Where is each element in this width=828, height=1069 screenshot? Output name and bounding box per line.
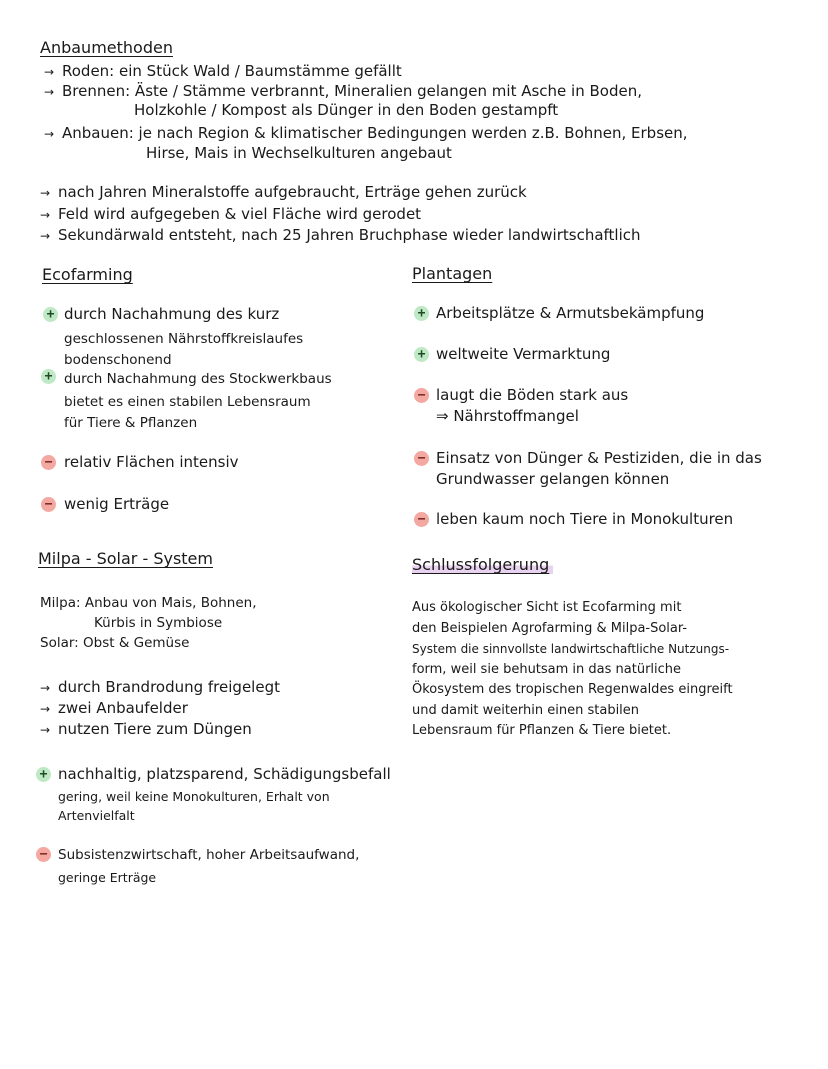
minus-icon: − [41,497,56,512]
arrow-icon: → [44,85,55,99]
plus-icon: + [41,369,56,384]
eco-con-2: wenig Erträge [64,495,170,513]
arrow-icon: → [44,65,55,79]
schluss-heading: Schlussfolgerung [412,555,553,574]
eco-pro-2-line-2: bietet es einen stabilen Lebensraum [64,394,311,410]
arrow-icon: → [40,702,51,716]
anbaumethoden-heading: Anbaumethoden [40,38,173,57]
anbau-roden-line: → Roden: ein Stück Wald / Baumstämme gefällt [44,62,402,80]
milpa-def-2: Kürbis in Symbiose [94,615,223,631]
folge-line-3: → Sekundärwald entsteht, nach 25 Jahren Bruchphase wieder landwirtschaftlich [40,226,641,244]
arrow-icon: → [44,127,55,141]
eco-pro-1-line-3: bodenschonend [64,352,172,368]
plant-con-2-line-2: Grundwasser gelangen können [436,470,670,488]
plant-pro-2: weltweite Vermarktung [436,345,611,363]
minus-icon: − [414,512,429,527]
minus-icon: − [41,455,56,470]
eco-pro-1-line-2: geschlossenen Nährstoffkreislaufes [64,331,304,347]
schluss-paragraph: Aus ökologischer Sicht ist Ecofarming mit den Beispielen Agrofarming & Milpa-Solar- System die sinnvollste landwirtschaftliche Nutzungs- form, weil sie behutsam in das natürliche Ökosystem des tropischen Regenwaldes eingreift und damit weiterhin einen stabilen Lebensraum für Pflanzen & Tiere bietet. [412,600,733,738]
milpa-pro-line-3: Artenvielfalt [58,808,135,823]
anbau-anbauen-line-2: Hirse, Mais in Wechselkulturen angebaut [146,144,452,162]
minus-icon: − [414,451,429,466]
milpa-pro-line-2: gering, weil keine Monokulturen, Erhalt von [58,789,330,804]
folge-line-1: → nach Jahren Mineralstoffe aufgebraucht, Erträge gehen zurück [40,183,527,201]
plantagen-heading: Plantagen [412,264,493,283]
folge-line-2: → Feld wird aufgegeben & viel Fläche wird gerodet [40,205,422,223]
milpa-def-1: Milpa: Anbau von Mais, Bohnen, [40,595,257,611]
arrow-icon: → [40,229,51,243]
minus-icon: − [414,388,429,403]
plus-icon: + [43,307,58,322]
milpa-def-3: Solar: Obst & Gemüse [40,635,190,651]
ecofarming-heading: Ecofarming [42,265,133,284]
eco-pro-1-line-1: durch Nachahmung des kurz [64,305,280,323]
anbau-anbauen-line: → Anbauen: je nach Region & klimatischer Bedingungen werden z.B. Bohnen, Erbsen, [44,124,688,142]
minus-icon: − [36,847,51,862]
milpa-con-line-1: Subsistenzwirtschaft, hoher Arbeitsaufwand, [58,847,360,863]
anbau-brennen-line: → Brennen: Äste / Stämme verbrannt, Mineralien gelangen mit Asche in Boden, [44,82,642,100]
plant-con-1-line-1: laugt die Böden stark aus [436,386,629,404]
arrow-icon: → [40,208,51,222]
milpa-pro-line-1: nachhaltig, platzsparend, Schädigungsbefall [58,765,391,783]
plant-con-1-line-2: ⇒ Nährstoffmangel [436,407,579,425]
milpa-heading: Milpa - Solar - System [38,549,213,568]
anbau-brennen-line-2: Holzkohle / Kompost als Dünger in den Boden gestampft [134,101,559,119]
milpa-con-line-2: geringe Erträge [58,870,157,885]
milpa-arrow-2: → zwei Anbaufelder [40,699,188,717]
milpa-arrow-1: → durch Brandrodung freigelegt [40,678,280,696]
plus-icon: + [414,347,429,362]
milpa-arrow-3: → nutzen Tiere zum Düngen [40,720,252,738]
arrow-icon: → [40,723,51,737]
plus-icon: + [414,306,429,321]
arrow-icon: → [40,681,51,695]
arrow-icon: → [40,186,51,200]
eco-pro-2-line-3: für Tiere & Pflanzen [64,415,198,431]
plant-pro-1: Arbeitsplätze & Armutsbekämpfung [436,304,705,322]
eco-con-1: relativ Flächen intensiv [64,453,239,471]
eco-pro-2-line-1: durch Nachahmung des Stockwerkbaus [64,371,332,387]
plant-con-2-line-1: Einsatz von Dünger & Pestiziden, die in das [436,449,762,467]
plus-icon: + [36,767,51,782]
plant-con-3: leben kaum noch Tiere in Monokulturen [436,510,734,528]
